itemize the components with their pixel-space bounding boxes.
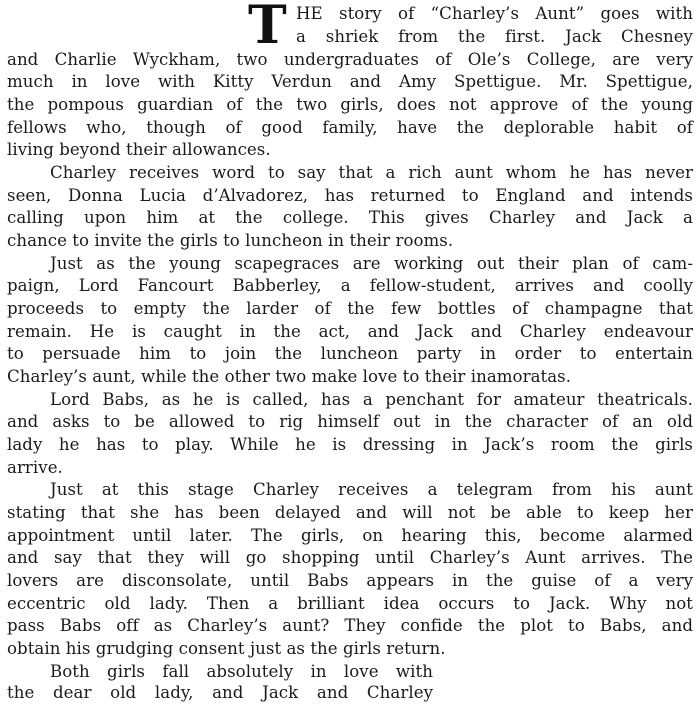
text-line: arrive.: [7, 458, 63, 477]
text-line: Lord Babs, as he is called, has a penchant for amateur theatricals.: [50, 390, 693, 409]
text-line: proceeds to empty the larder of the few bottles of champagne that: [7, 299, 693, 318]
text-line: much in love with Kitty Verdun and Amy Spettigue. Mr. Spettigue,: [7, 72, 693, 91]
text-line: a shriek from the first. Jack Chesney: [296, 27, 693, 46]
text-line: and asks to be allowed to rig himself out in the character of an old: [7, 412, 693, 431]
text-line: Charley receives word to say that a rich aunt whom he has never: [50, 163, 693, 182]
text-line: chance to invite the girls to luncheon in their rooms.: [7, 231, 454, 250]
text-line: the dear old lady, and Jack and Charley: [7, 683, 433, 702]
text-line: appointment until later. The girls, on hearing this, become alarmed: [7, 526, 693, 545]
text-line: Charley’s aunt, while the other two make love to their inamoratas.: [7, 367, 572, 386]
text-line: living beyond their allowances.: [7, 140, 271, 159]
text-line: to persuade him to join the luncheon party in order to entertain: [7, 344, 693, 363]
text-line: and say that they will go shopping until Charley’s Aunt arrives. The: [7, 548, 693, 567]
text-line: the pompous guardian of the two girls, does not approve of the young: [7, 95, 693, 114]
text-line: paign, Lord Fancourt Babberley, a fellow-student, arrives and coolly: [7, 276, 693, 295]
text-line: Just as the young scapegraces are working out their plan of cam-: [50, 254, 693, 273]
text-line: remain. He is caught in the act, and Jack and Charley endeavour: [7, 322, 693, 341]
text-line: pass Babs off as Charley’s aunt? They confide the plot to Babs, and: [7, 616, 693, 635]
text-line: and Charlie Wyckham, two undergraduates of Ole’s College, are very: [7, 50, 693, 69]
text-line: lady he has to play. While he is dressing in Jack’s room the girls: [7, 435, 693, 454]
text-line: calling upon him at the college. This gives Charley and Jack a: [7, 208, 693, 227]
drop-cap: T: [248, 0, 287, 56]
text-line: seen, Donna Lucia d’Alvadorez, has returned to England and intends: [7, 186, 693, 205]
text-line: Just at this stage Charley receives a telegram from his aunt: [50, 480, 693, 499]
text-line: lovers are disconsolate, until Babs appears in the guise of a very: [7, 571, 693, 590]
text-line: eccentric old lady. Then a brilliant idea occurs to Jack. Why not: [7, 594, 693, 613]
text-line: HE story of “Charley’s Aunt” goes with: [296, 4, 693, 23]
text-line: obtain his grudging consent just as the girls return.: [7, 639, 446, 658]
text-line: stating that she has been delayed and will not be able to keep her: [7, 503, 693, 522]
text-line: Both girls fall absolutely in love with: [50, 662, 433, 681]
text-line: fellows who, though of good family, have the deplorable habit of: [7, 118, 693, 137]
